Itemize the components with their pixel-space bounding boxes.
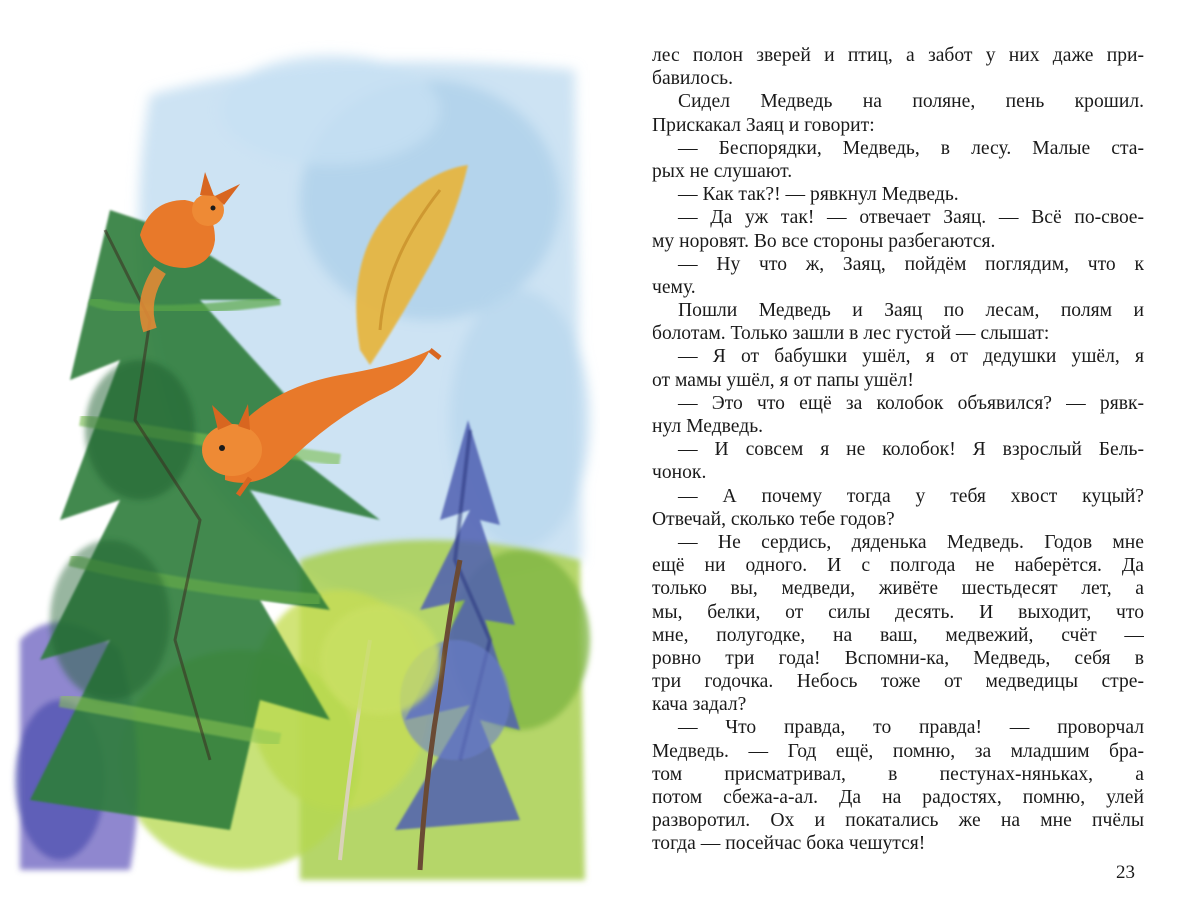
text-line: лес полон зверей и птиц, а забот у них даже при- — [652, 45, 1144, 66]
text-line: болотам. Только зашли в лес густой — слышат: — [652, 323, 1050, 345]
text-line: му норовят. Во все стороны разбегаются. — [652, 230, 996, 252]
text-line: ещё ни одного. И с полгода не наберётся. Да — [652, 555, 1144, 577]
text-line: — Ну что ж, Заяц, пойдём поглядим, что к — [678, 253, 1144, 275]
text-line: рых не слушают. — [652, 160, 793, 182]
text-line: кача задал? — [652, 694, 747, 716]
text-line: чему. — [652, 276, 696, 298]
text-line: Сидел Медведь на поляне, пень крошил. — [678, 91, 1144, 113]
text-line: разворотил. Ох и покатались же на мне пчёлы — [652, 810, 1144, 832]
text-line: Прискакал Заяц и говорит: — [652, 114, 875, 136]
text-line: — Не сердись, дяденька Медведь. Годов мне — [678, 531, 1144, 553]
text-line: ровно три года! Вспомни-ка, Медведь, себя в — [652, 647, 1144, 669]
text-line: — Да уж так! — отвечает Заяц. — Всё по-своe- — [678, 207, 1144, 229]
text-line: — Что правда, то правда! — проворчал — [678, 717, 1144, 739]
text-line: — Это что ещё за колобок объявился? — рявк- — [678, 392, 1144, 414]
text-line: мне, полугодке, на ваш, медвежий, счёт — — [652, 624, 1144, 646]
text-line: нул Медведь. — [652, 416, 764, 437]
text-line: только вы, медведи, живёте шестьдесят лет, а — [652, 578, 1144, 600]
text-line: — Беспорядки, Медведь, в лесу. Малые ста- — [678, 137, 1144, 159]
text-line: Пошли Медведь и Заяц по лесам, полям и — [678, 300, 1144, 322]
text-line: — И совсем я не колобок! Я взрослый Бель- — [678, 439, 1144, 461]
text-line: — Я от бабушки ушёл, я от дедушки ушёл, я — [678, 346, 1144, 368]
text-line: тогда — посейчас бока чешутся! — [652, 833, 926, 855]
text-line: — Как так?! — рявкнул Медведь. — [678, 184, 959, 206]
text-line: бавилось. — [652, 68, 733, 90]
text-line: три годочка. Небось тоже от медведицы стре- — [652, 671, 1144, 693]
text-line: от мамы ушёл, я от папы ушёл! — [652, 369, 914, 391]
page-number: 23 — [1116, 862, 1135, 883]
text-line: мы, белки, от силы десять. И выходит, что — [652, 601, 1144, 623]
text-line: чонок. — [652, 462, 707, 484]
text-line: том присматривал, в пестунах-няньках, а — [652, 763, 1144, 785]
text-line: — А почему тогда у тебя хвост куцый? — [678, 485, 1144, 507]
text-line: потом сбежа-а-ал. Да на радостях, помню, улей — [652, 787, 1144, 808]
text-line: Медведь. — Год ещё, помню, за младшим бра- — [652, 740, 1144, 762]
text-line: Отвечай, сколько тебе годов? — [652, 508, 895, 530]
story-text — [652, 44, 1144, 856]
